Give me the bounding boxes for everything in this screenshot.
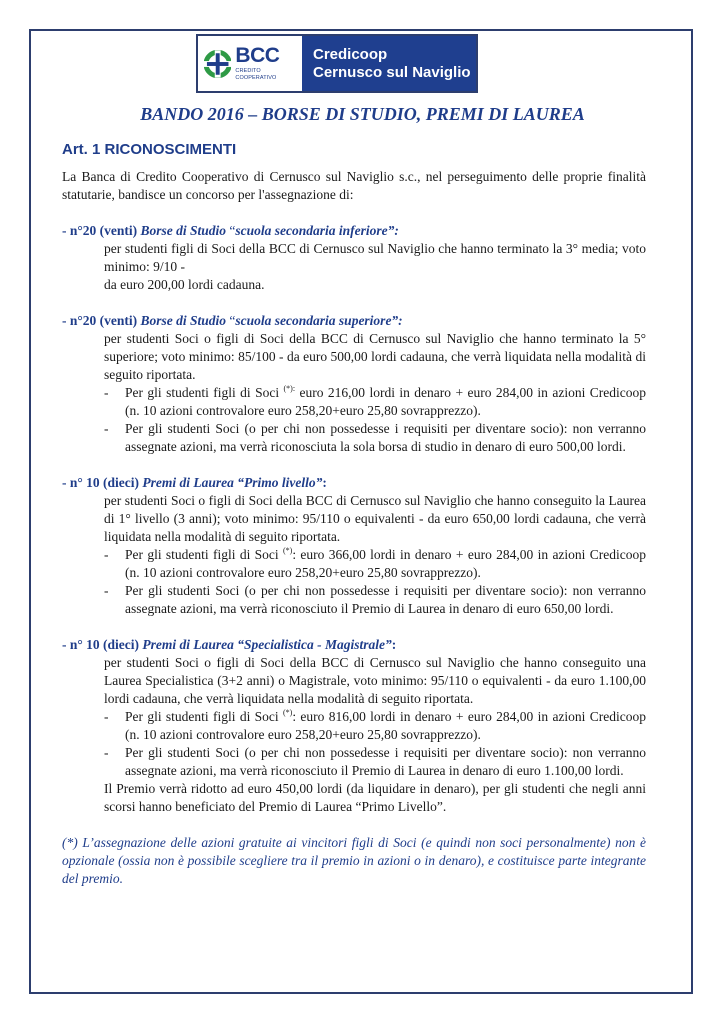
intro-paragraph: La Banca di Credito Cooperativo di Cernusco sul Naviglio s.c., nel perseguimento delle proprie finalità statutarie, bandisce un concorso per l'assegnazione di: (62, 169, 646, 202)
bullet-text: euro 216,00 lordi in denaro + euro 284,00 in azioni Credicoop (n. 10 azioni controvalore euro 258,20+euro 25,80 sovrapprezzo). (125, 385, 646, 418)
section-heading-laurea-primo-livello (62, 474, 646, 492)
logo-name-line1: Credicoop (313, 45, 388, 63)
heading-count: - n° 10 (dieci) (62, 637, 143, 652)
logo-bcc-text: BCC (235, 43, 280, 67)
heading-type: Premi di Laurea “Primo livello” (142, 475, 323, 490)
bullet-text: Per gli studenti figli di Soci (125, 385, 284, 400)
bcc-logo-mark-area (198, 36, 302, 91)
heading-quote: “ (226, 313, 236, 328)
section-note: Il Premio verrà ridotto ad euro 450,00 lordi (da liquidare in denaro), per gli studenti che negli anni scorsi hanno beneficiato del Premio di Laurea “Primo Livello”. (104, 781, 646, 814)
list-item (104, 384, 646, 420)
section-heading-borse-superiore (62, 312, 646, 330)
logo-name-line2: Cernusco sul Naviglio (313, 63, 471, 81)
logo-bank-name (302, 36, 476, 91)
section-heading-borse-inferiore (62, 222, 646, 240)
bullet-text: Per gli studenti figli di Soci (125, 709, 283, 724)
section-text: per studenti Soci o figli di Soci della BCC di Cernusco sul Naviglio che hanno conseguito la Laurea di 1° livello (3 anni); voto minimo: 95/110 o equivalenti - da euro 650,00 lordi cadauna, che verrà liquidata nella modalità di seguito riportata. (104, 493, 646, 544)
heading-colon: : (322, 475, 327, 490)
heading-colon: : (391, 637, 397, 652)
list-item (104, 546, 646, 582)
bullet-list (62, 708, 646, 780)
heading-count: - n°20 (venti) (62, 223, 141, 238)
document-title: BANDO 2016 – BORSE DI STUDIO, PREMI DI LAUREA (140, 104, 585, 124)
bullet-list (62, 384, 646, 456)
heading-quote: “ (226, 223, 236, 238)
bullet-list (62, 546, 646, 618)
heading-type: Premi di Laurea “Specialistica - Magistrale” (142, 637, 392, 652)
list-item: - Per gli studenti Soci (o per chi non possedesse i requisiti per diventare socio): non verranno assegnate azioni, ma verrà riconosciuto il Premio di Laurea in denaro di euro 650,00 lordi. (104, 582, 646, 618)
bullet-text: : euro 816,00 lordi in denaro + euro 284,00 in azioni Credicoop (n. 10 azioni controvalore euro 258,20+euro 25,80 sovrapprezzo). (125, 709, 646, 742)
heading-school: scuola secondaria inferiore”: (235, 223, 399, 238)
footnote-marker: (*) (282, 708, 293, 717)
footnote-marker: (*) (282, 546, 293, 555)
section-text: per studenti figli di Soci della BCC di Cernusco sul Naviglio che hanno terminato la 3° media; voto minimo: 9/10 - (104, 241, 646, 274)
list-item: - Per gli studenti Soci (o per chi non possedesse i requisiti per diventare socio): non verranno assegnate azioni, ma verrà riconosciuta la sola borsa di studio in denaro di euro 500,00 lordi. (104, 420, 646, 456)
document-body (62, 168, 646, 888)
footnote-marker: (*): (283, 384, 296, 393)
section-text: per studenti Soci o figli di Soci della BCC di Cernusco sul Naviglio che hanno terminato la 5° superiore; voto minimo: 85/100 - da euro 500,00 lordi cadauna, che verrà liquidata nella modalità di seguito riportata. (104, 331, 646, 382)
list-item: - Per gli studenti Soci (o per chi non possedesse i requisiti per diventare socio): non verranno assegnate azioni, ma verrà riconosciuto il Premio di Laurea in denaro di euro 1.100,00 lordi. (104, 744, 646, 780)
footnote: (*) L’assegnazione delle azioni gratuite ai vincitori figli di Soci (e quindi non soci personalmente) non è opzionale (ossia non è possibile scegliere tra il premio in azioni o in denaro), e costituisce parte integrante del premio. (62, 835, 646, 886)
bullet-text: Per gli studenti figli di Soci (125, 547, 283, 562)
section-heading-laurea-magistrale (62, 636, 646, 654)
list-item (104, 708, 646, 744)
bullet-text: : euro 366,00 lordi in denaro + euro 284,00 in azioni Credicoop (n. 10 azioni controvalore euro 258,20+euro 25,80 sovrapprezzo). (125, 547, 646, 580)
bcc-logo-icon (204, 50, 231, 78)
section-text: per studenti Soci o figli di Soci della BCC di Cernusco sul Naviglio che hanno conseguito una Laurea Specialistica (3+2 anni) o Magistrale, voto minimo: 95/110 o equivalenti - da euro 1.100,00 lordi cadauna, che verrà liquidata nella modalità di seguito riportata. (104, 655, 646, 706)
bank-logo (196, 34, 478, 93)
logo-bcc-subtitle: CREDITO COOPERATIVO (235, 67, 277, 81)
heading-type: Borse di Studio (140, 313, 227, 328)
heading-type: Borse di Studio (140, 223, 227, 238)
heading-count: - n° 10 (dieci) (62, 475, 143, 490)
section-amount: da euro 200,00 lordi cadauna. (104, 277, 265, 292)
article-heading: Art. 1 RICONOSCIMENTI (62, 141, 237, 158)
heading-school: scuola secondaria superiore”: (235, 313, 403, 328)
heading-count: - n°20 (venti) (62, 313, 141, 328)
